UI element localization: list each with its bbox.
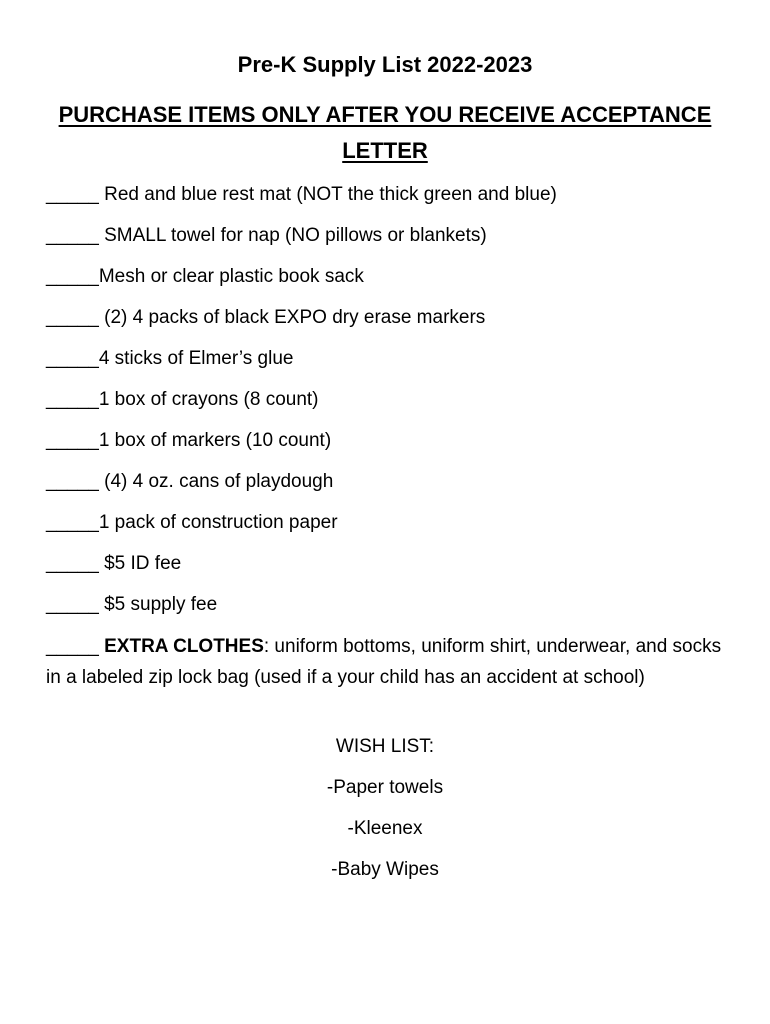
list-item: _____1 pack of construction paper: [46, 512, 338, 533]
list-item: _____ $5 ID fee: [46, 553, 182, 574]
wish-list-item: -Kleenex: [347, 818, 423, 839]
list-item: _____Mesh or clear plastic book sack: [46, 266, 364, 287]
extra-clothes-item: [46, 631, 726, 693]
supply-items-list: [46, 180, 726, 631]
list-item: _____ SMALL towel for nap (NO pillows or blankets): [46, 225, 487, 246]
wish-list: [0, 732, 770, 896]
list-item: _____ (2) 4 packs of black EXPO dry erase markers: [46, 307, 486, 328]
list-item: _____4 sticks of Elmer’s glue: [46, 348, 294, 369]
wish-list-item: -Paper towels: [326, 777, 444, 798]
extra-clothes-text: : uniform bottoms, uniform shirt, underwear, and socks in a labeled zip lock bag (used if a your child has an accident at school): [46, 636, 722, 688]
extra-clothes-label: EXTRA CLOTHES: [104, 636, 264, 657]
wish-list-item: -Baby Wipes: [331, 859, 439, 880]
list-item: _____ (4) 4 oz. cans of playdough: [46, 471, 334, 492]
list-item: _____1 box of crayons (8 count): [46, 389, 319, 410]
list-item: _____ Red and blue rest mat (NOT the thick green and blue): [46, 184, 557, 205]
extra-clothes-blank: _____: [46, 636, 105, 657]
list-item: _____ $5 supply fee: [46, 594, 218, 615]
acceptance-notice: PURCHASE ITEMS ONLY AFTER YOU RECEIVE ACCEPTANCE LETTER: [58, 102, 712, 163]
page-title: Pre-K Supply List 2022-2023: [237, 52, 533, 77]
list-item: _____1 box of markers (10 count): [46, 430, 332, 451]
wish-list-heading: WISH LIST:: [335, 736, 435, 757]
